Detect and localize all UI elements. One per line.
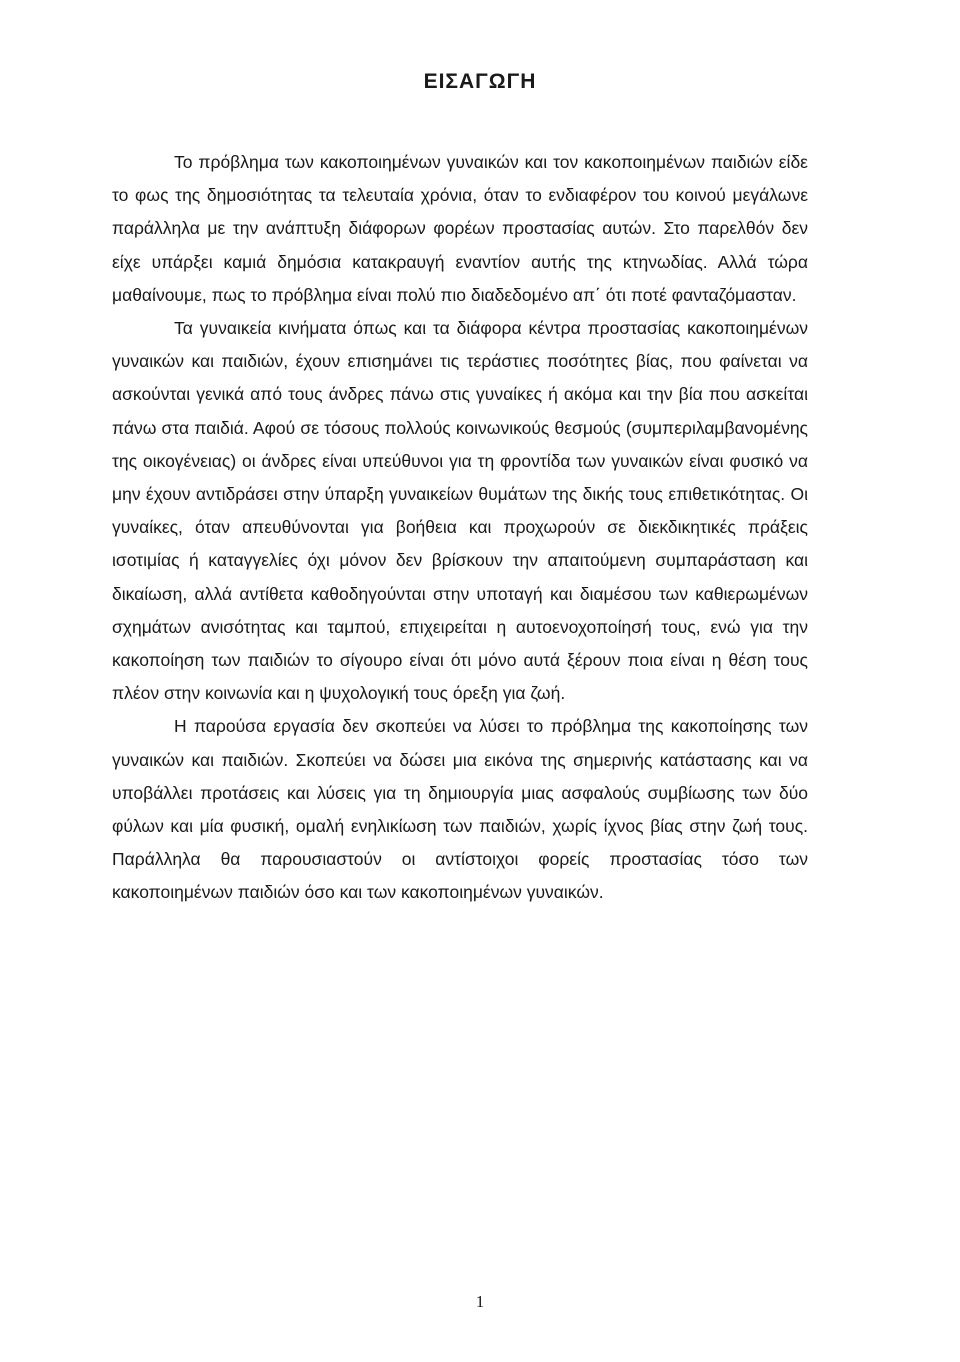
page-number: 1 xyxy=(475,1292,485,1311)
page-title: ΕΙΣΑΓΩΓΗ xyxy=(423,70,537,93)
body-text xyxy=(112,146,808,910)
paragraph-2: Τα γυναικεία κινήματα όπως και τα διάφορα κέντρα προστασίας κακοποιημένων γυναικών και παιδιών, έχουν επισημάνει τις τεράστιες ποσότητες βίας, που φαίνεται να ασκούνται γενικά από τους άνδρες πάνω στις γυναίκες ή ακόμα και την βία που ασκείται πάνω στα παιδιά. Αφού σε τόσους πολλούς κοινωνικούς θεσμούς (συμπεριλαμβανομένης της οικογένειας) οι άνδρες είναι υπεύθυνοι για τη φροντίδα των γυναικών είναι φυσικό να μην έχουν αντιδράσει στην ύπαρξη γυναικείων θυμάτων της δικής τους επιθετικότητας. Οι γυναίκες, όταν απευθύνονται για βοήθεια και προχωρούν σε διεκδικητικές πράξεις ισοτιμίας ή καταγγελίες όχι μόνον δεν βρίσκουν την απαιτούμενη συμπαράσταση και δικαίωση, αλλά αντίθετα καθοδηγούνται στην υποταγή και διαμέσου των καθιερωμένων σχημάτων ανισότητας και ταμπού, επιχειρείται η αυτοενοχοποίησή τους, ενώ για την κακοποίηση των παιδιών το σίγουρο είναι ότι μόνο αυτά ξέρουν ποια είναι η θέση τους πλέον στην κοινωνία και η ψυχολογική τους όρεξη για ζωή. xyxy=(112,318,808,704)
paragraph-1: Το πρόβλημα των κακοποιημένων γυναικών και τον κακοποιημένων παιδιών είδε το φως της δημοσιότητας τα τελευταία χρόνια, όταν το ενδιαφέρον του κοινού μεγάλωνε παράλληλα με την ανάπτυξη διάφορων φορέων προστασίας αυτών. Στο παρελθόν δεν είχε υπάρξει καμιά δημόσια κατακραυγή εναντίον αυτής της κτηνωδίας. Αλλά τώρα μαθαίνουμε, πως το πρόβλημα είναι πολύ πιο διαδεδομένο απ΄ ότι ποτέ φανταζόμασταν. xyxy=(112,152,808,305)
paragraph-3: Η παρούσα εργασία δεν σκοπεύει να λύσει το πρόβλημα της κακοποίησης των γυναικών και παιδιών. Σκοπεύει να δώσει μια εικόνα της σημερινής κατάστασης και να υποβάλλει προτάσεις και λύσεις για τη δημιουργία μιας ασφαλούς συμβίωσης των δύο φύλων και μία φυσική, ομαλή ενηλικίωση των παιδιών, χωρίς ίχνος βίας στην ζωή τους. Παράλληλα θα παρουσιαστούν οι αντίστοιχοι φορείς προστασίας τόσο των κακοποιημένων παιδιών όσο και των κακοποιημένων γυναικών. xyxy=(112,716,808,903)
